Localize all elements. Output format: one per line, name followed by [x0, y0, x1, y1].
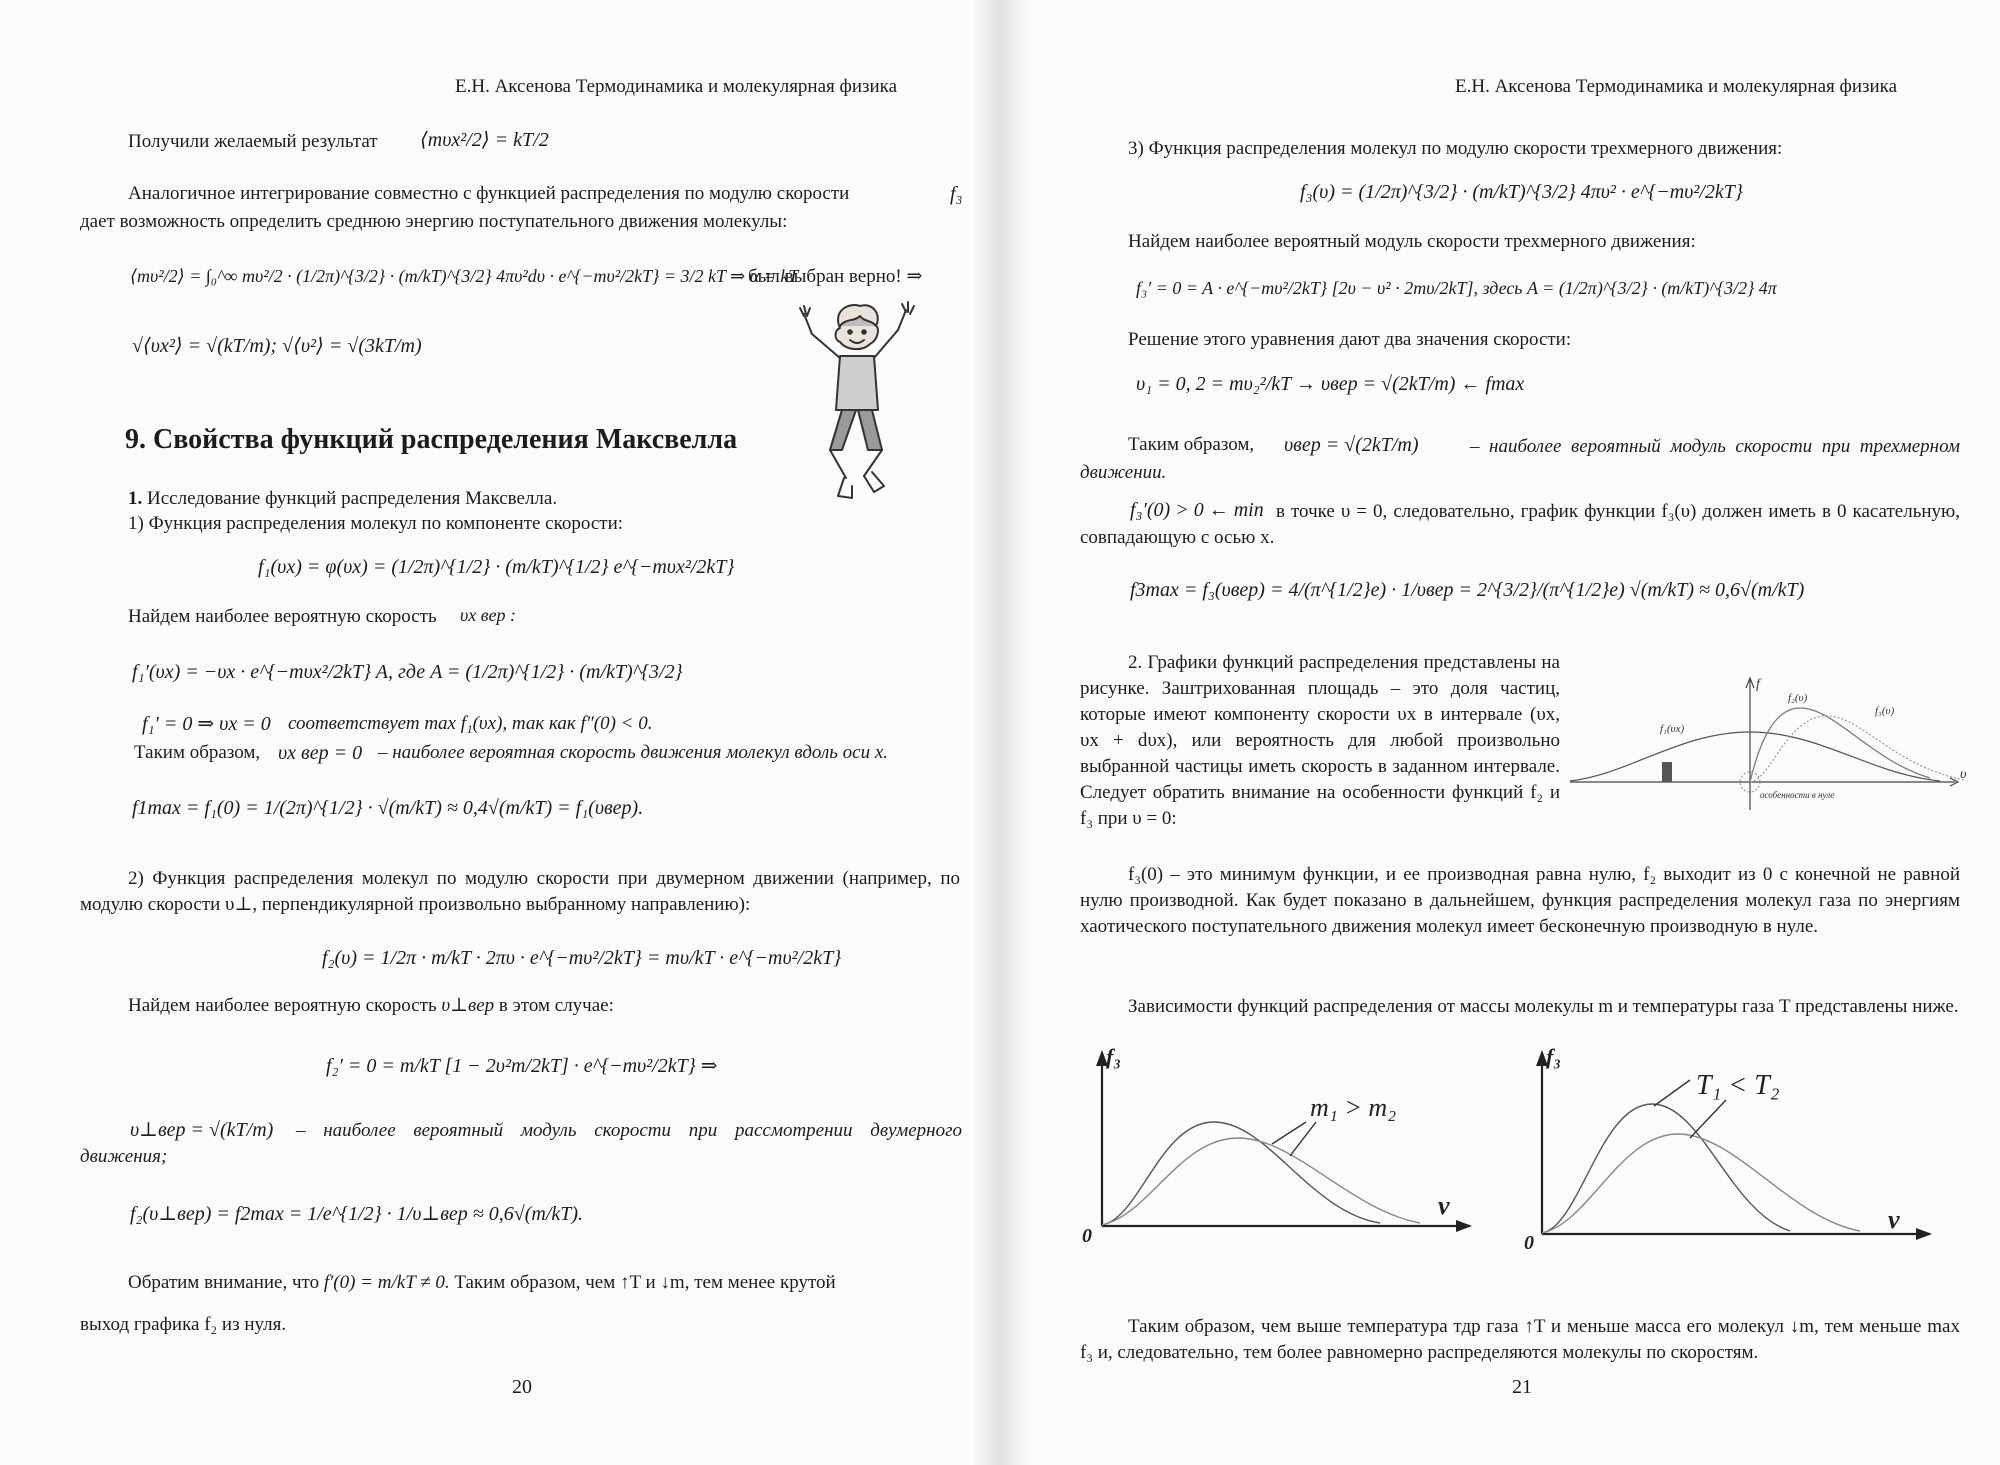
find-v2-text-b: в этом случае: [498, 995, 614, 1016]
find-v3-text: Найдем наиболее вероятный модуль скорости трехмерного движения: [1128, 231, 1696, 252]
p1-subheading: 1) Функция распределения молекул по компоненте скорости: [128, 513, 624, 534]
note-line-2: выход графика f₂ из нуля. [80, 1314, 287, 1335]
f2-derivative: f₂′ = 0 = m/kT [1 − 2υ²m/2kT] · e^{−mυ²/2kT} ⇒ [326, 1055, 718, 1077]
v2-result-text: – наиболее вероятный модуль скорости при рассмотрении двумерного движения; [80, 1120, 962, 1167]
note-text-b: Таким образом, чем ↑T и ↓m, тем менее крутой [454, 1272, 836, 1293]
f2-max: f₂(υ⊥вер) = f2max = 1/e^{1/2} · 1/υ⊥вер ≈ 0,6√(m/kT). [130, 1203, 584, 1225]
mass-pointer-1 [1290, 1122, 1316, 1156]
note-eq: f′(0) = m/kT ≠ 0. [323, 1272, 450, 1293]
graph-temperature-dependence [1520, 1042, 1940, 1252]
mass-graph-x-label: v [1438, 1191, 1450, 1220]
vx-result-prefix: Таким образом, [134, 742, 261, 763]
f1-derivative: f₁′(υx) = −υx · e^{−mυx²/2kT} A, где A = (1/2π)^{1/2} · (m/kT)^{3/2} [132, 661, 683, 683]
dependence-text: Зависимости функций распределения от массы молекулы m и температуры газа T представлены ниже. [1128, 996, 1959, 1017]
small-graph-f2-label: f₂(υ) [1788, 692, 1808, 704]
temp-pointer-1 [1654, 1080, 1690, 1106]
curve-f2 [1750, 708, 1930, 782]
result-label: Получили желаемый результат [128, 131, 378, 152]
integration-f3: f₃ [950, 183, 963, 205]
graphs-paragraph: 2. Графики функций распределения представлены на рисунке. Заштрихованная площадь – это доля частиц, которые имеют компоненту скорости υx в интервале (υx, υx + dυx), или вероятность для любой произвольно выбранной частицы иметь скорость в заданном интервале. Следует обратить внимание на особенности функций f₂ и f₃ при υ = 0: [1080, 652, 1560, 829]
v3-result-text: – наиболее вероятный модуль скорости при трехмерном движении. [1080, 436, 1960, 483]
curve-m2 [1102, 1138, 1420, 1225]
p1-number: 1. [128, 488, 143, 509]
find-v2-label [128, 995, 614, 1018]
p1-title: Исследование функций распределения Максвелла. [147, 488, 558, 509]
integration-line-1: Аналогичное интегрирование совместно с функцией распределения по модулю скорости [128, 183, 850, 204]
integration-line-2: дает возможность определить среднюю энергию поступательного движения молекулы: [80, 211, 788, 232]
p1-heading [128, 488, 557, 511]
right-page-number: 21 [1512, 1376, 1532, 1398]
section-title: 9. Свойства функций распределения Максвелла [125, 424, 738, 455]
mass-graph-x-arrow [1456, 1220, 1472, 1232]
mass-graph-origin: 0 [1082, 1225, 1092, 1247]
f1-zero-text: соответствует max f₁(υx), так как f″(0) < 0. [288, 713, 653, 734]
small-graph-caption: особенности в нуле [1760, 790, 1835, 800]
f1-max: f1max = f₁(0) = 1/(2π)^{1/2} · √(m/kT) ≈ 0,4√(m/kT) = f₁(υвер). [132, 797, 644, 819]
f3-zero-paragraph: f₃(0) – это минимум функции, и ее производная равна нулю, f₂ выходит из 0 с конечной не равной нулю производной. Как будет показано в дальнейшем, функция распределения молекул газа по энергиям хаотического поступательного движения молекул имеет бесконечную производную в нуле. [1080, 864, 1960, 937]
curve-f3 [1750, 716, 1965, 782]
right-page-header: Е.Н. Аксенова Термодинамика и молекулярная физика [1455, 76, 1898, 97]
temp-graph-y-label: f₃ [1546, 1044, 1561, 1069]
vx-result-text: – наиболее вероятная скорость движения молекул вдоль оси x. [378, 742, 889, 763]
result-formula: ⟨mυx²/2⟩ = kT/2 [420, 129, 549, 151]
v3-result-prefix: Таким образом, [1128, 434, 1255, 455]
mass-graph-label: m₁ > m₂ [1310, 1093, 1397, 1122]
shaded-interval [1662, 762, 1672, 782]
v2-result-eq: υ⊥вер = √(kT/m) [130, 1119, 274, 1141]
f3-max: f3max = f₃(υвер) = 4/(π^{1/2}e) · 1/υвер = 2^{3/2}/(π^{1/2}e) √(m/kT) ≈ 0,6√(m/kT) [1130, 579, 1805, 601]
conclusion-text: Таким образом, чем выше температура тдр газа ↑T и меньше масса его молекул ↓m, тем меньше max f₃ и, следовательно, тем более равномерно распределяются молекулы по скоростям. [1080, 1316, 1960, 1363]
find-vx-label: Найдем наиболее вероятную скорость [128, 606, 437, 627]
find-vx-symbol: υx вер : [460, 605, 517, 625]
note-text-a: Обратим внимание, что [128, 1272, 320, 1293]
left-page-number: 20 [512, 1376, 532, 1398]
temp-pointer-2 [1690, 1100, 1726, 1138]
v3-result-eq: υвер = √(2kT/m) [1284, 434, 1419, 456]
rms-formula: √⟨υx²⟩ = √(kT/m); √⟨υ²⟩ = √(3kT/m) [132, 335, 422, 357]
right-page [1000, 0, 2000, 1465]
small-graph-f1-label: f₁(υx) [1660, 723, 1685, 735]
solutions-formula: υ₁ = 0, 2 = mυ₂²/kT → υвер = √(2kT/m) ← fmax [1136, 373, 1525, 395]
min-text: в точке υ = 0, следовательно, график функции f₃(υ) должен иметь в 0 касательную, совпадающую с осью x. [1080, 501, 1960, 548]
jumping-boy-illustration [790, 300, 920, 510]
solution-text: Решение этого уравнения дают два значения скорости: [1128, 329, 1572, 350]
find-v2-text-a: Найдем наиболее вероятную скорость [128, 995, 437, 1016]
f3-derivative: f₃′ = 0 = A · e^{−mυ²/2kT} [2υ − υ² · 2mυ/2kT], здесь A = (1/2π)^{3/2} · (m/kT)^{3/2} 4π [1136, 278, 1777, 298]
curve-t2 [1542, 1134, 1860, 1233]
small-graph-f-label: f [1756, 677, 1760, 692]
f1-zero-eq: f₁′ = 0 ⇒ υx = 0 [142, 713, 271, 735]
small-graph-f3-label: f₃(υ) [1875, 705, 1895, 717]
mass-graph-y-label: f₃ [1106, 1044, 1121, 1069]
small-graph-v-label: υ [1960, 767, 1967, 782]
vx-result-eq: υx вер = 0 [278, 742, 363, 764]
p2-paragraph: 2) Функция распределения молекул по модулю скорости при двумерном движении (например, по модулю скорости υ⊥, перпендикулярной произвольно выбранному направлению): [80, 868, 960, 915]
temp-graph-x-arrow [1916, 1228, 1932, 1240]
f2-definition: f₂(υ) = 1/2π · m/kT · 2πυ · e^{−mυ²/2kT} = mυ/kT · e^{−mυ²/2kT} [322, 947, 842, 969]
temp-graph-label: T₁ < T₂ [1696, 1070, 1780, 1101]
f3-definition: f₃(υ) = (1/2π)^{3/2} · (m/kT)^{3/2} 4πυ² · e^{−mυ²/2kT} [1300, 181, 1743, 203]
find-v2-symbol: υ⊥вер [441, 995, 495, 1016]
temp-graph-origin: 0 [1524, 1232, 1534, 1254]
temp-graph-x-label: v [1888, 1205, 1900, 1234]
left-page-header: Е.Н. Аксенова Термодинамика и молекулярная физика [455, 76, 898, 97]
p3-text: 3) Функция распределения молекул по модулю скорости трехмерного движения: [1128, 138, 1783, 159]
graph-mass-dependence [1080, 1042, 1480, 1247]
energy-formula: ⟨mυ²/2⟩ = ∫₀^∞ mυ²/2 · (1/2π)^{3/2} · (m/kT)^{3/2} 4πυ²dυ · e^{−mυ²/2kT} = 3/2 kT ⇒ α = kT [130, 266, 799, 286]
f1-definition: f₁(υx) = φ(υx) = (1/2π)^{1/2} · (m/kT)^{1/2} e^{−mυx²/2kT} [258, 556, 735, 578]
distribution-graph-small [1570, 670, 1970, 810]
note-line [128, 1272, 836, 1295]
energy-check: был выбран верно! ⇒ [748, 266, 923, 287]
min-eq: f₃′(0) > 0 ← min [1130, 499, 1264, 521]
